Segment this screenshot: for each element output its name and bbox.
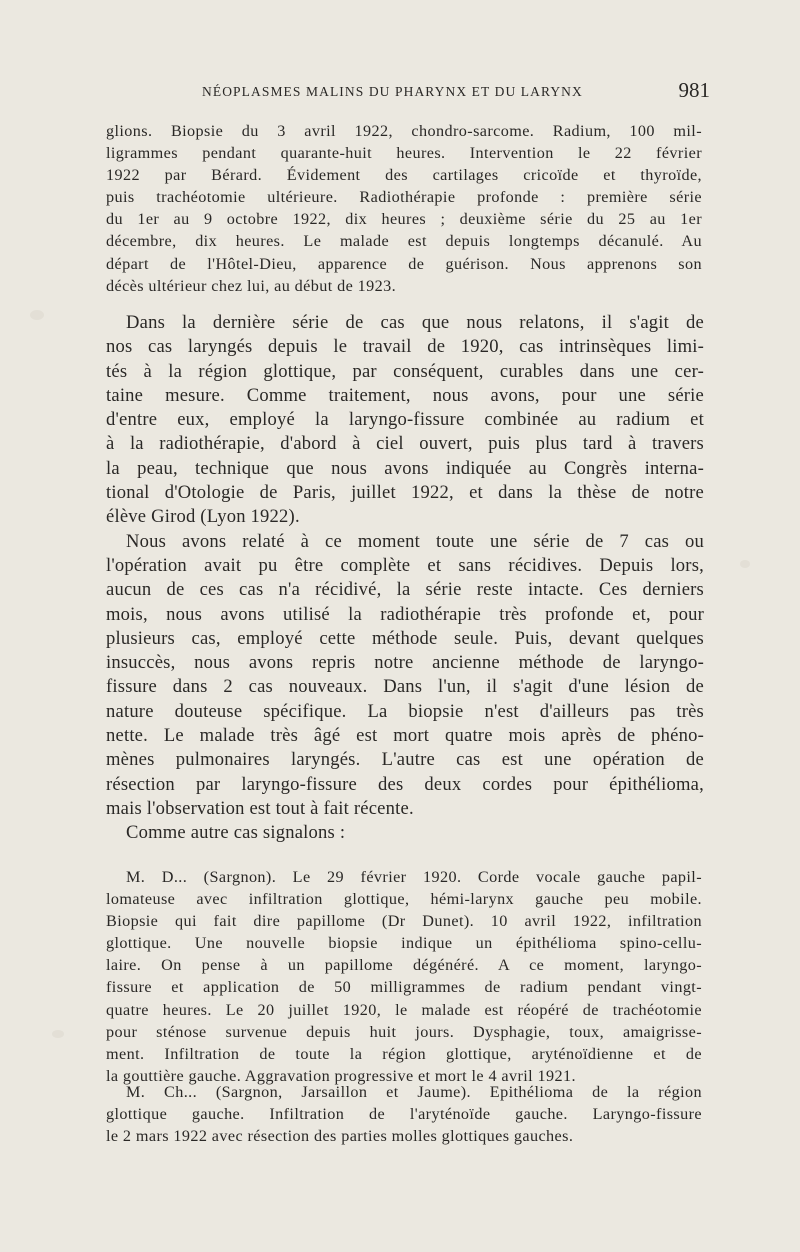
text-line: glottique. Une nouvelle biopsie indique un épithélioma spino-cellu- — [106, 934, 702, 953]
text-line: Comme autre cas signalons : — [126, 822, 346, 844]
text-line: pour sténose survenue depuis huit jours. Dysphagie, toux, amaigrisse- — [106, 1022, 702, 1041]
text-line: M. Ch... (Sargnon, Jarsaillon et Jaume). Epithélioma de la région — [126, 1083, 702, 1101]
paper-spot — [30, 310, 44, 320]
text-line: tés à la région glottique, par conséquent, curables dans une cer- — [106, 360, 704, 382]
text-line: d'entre eux, employé la laryngo-fissure combinée au radium et — [106, 409, 704, 431]
text-line: élève Girod (Lyon 1922). — [106, 506, 300, 528]
text-line: nature douteuse spécifique. La biopsie n'est d'ailleurs pas très — [106, 700, 704, 722]
text-line: mais l'observation est tout à fait récente. — [106, 797, 414, 819]
main-text — [106, 311, 704, 846]
text-line: résection par laryngo-fissure des deux cordes pour épithélioma, — [106, 773, 704, 795]
text-line: aucun de ces cas n'a récidivé, la série reste intacte. Ces derniers — [106, 579, 704, 601]
text-line: fissure dans 2 cas nouveaux. Dans l'un, il s'agit d'une lésion de — [106, 676, 704, 698]
text-line: décembre, dix heures. Le malade est depuis longtemps décanulé. Au — [106, 232, 702, 251]
case-report-ch — [106, 1081, 702, 1147]
text-line: à la radiothérapie, d'abord à ciel ouvert, puis plus tard à travers — [106, 433, 704, 455]
text-line: mènes pulmonaires laryngés. L'autre cas est une opération de — [106, 749, 704, 771]
case-report-continuation — [106, 120, 702, 297]
text-line: lomateuse avec infiltration glottique, hémi-larynx gauche peu mobile. — [106, 890, 702, 909]
text-line: insuccès, nous avons repris notre ancienne méthode de laryngo- — [106, 652, 704, 674]
text-line: départ de l'Hôtel-Dieu, apparence de guérison. Nous apprenons son — [106, 254, 702, 273]
text-line: glottique gauche. Infiltration de l'aryténoïde gauche. Laryngo-fissure — [106, 1105, 702, 1124]
text-line: fissure et application de 50 milligrammes de radium pendant vingt- — [106, 978, 702, 997]
text-line: Biopsie qui fait dire papillome (Dr Dunet). 10 avril 1922, infiltration — [106, 912, 702, 931]
text-line: M. D... (Sargnon). Le 29 février 1920. Corde vocale gauche papil- — [126, 868, 702, 886]
page-header — [110, 76, 712, 104]
text-line: glions. Biopsie du 3 avril 1922, chondro-sarcome. Radium, 100 mil- — [106, 122, 702, 140]
text-line: ment. Infiltration de toute la région glottique, aryténoïdienne et de — [106, 1044, 702, 1063]
text-line: 1922 par Bérard. Évidement des cartilages cricoïde et thyroïde, — [106, 166, 702, 185]
text-line: la gouttière gauche. Aggravation progressive et mort le 4 avril 1921. — [106, 1066, 576, 1085]
text-line: puis trachéotomie ultérieure. Radiothérapie profonde : première série — [106, 188, 702, 207]
page-number: 981 — [678, 78, 710, 102]
text-line: laire. On pense à un papillome dégénéré. A ce moment, laryngo- — [106, 956, 702, 975]
text-line: le 2 mars 1922 avec résection des parties molles glottiques gauches. — [106, 1127, 574, 1146]
running-head: NÉOPLASMES MALINS DU PHARYNX ET DU LARYNX — [202, 84, 583, 99]
text-line: mois, nous avons utilisé la radiothérapie très profonde et, pour — [106, 603, 704, 625]
text-line: la peau, technique que nous avons indiquée au Congrès interna- — [106, 457, 704, 479]
text-line: nos cas laryngés depuis le travail de 1920, cas intrinsèques limi- — [106, 336, 704, 358]
text-line: décès ultérieur chez lui, au début de 1923. — [106, 276, 397, 295]
text-line: l'opération avait pu être complète et sans récidives. Depuis lors, — [106, 554, 704, 576]
text-line: nette. Le malade très âgé est mort quatre mois après de phéno- — [106, 725, 704, 747]
text-line: du 1er au 9 octobre 1922, dix heures ; deuxième série du 25 au 1er — [106, 210, 702, 229]
text-line: Dans la dernière série de cas que nous relatons, il s'agit de — [126, 312, 704, 333]
paper-spot — [740, 560, 750, 568]
text-line: taine mesure. Comme traitement, nous avons, pour une série — [106, 384, 704, 406]
paper-spot — [52, 1030, 64, 1038]
text-line: tional d'Otologie de Paris, juillet 1922, et dans la thèse de notre — [106, 482, 704, 504]
text-line: plusieurs cas, employé cette méthode seule. Puis, devant quelques — [106, 627, 704, 649]
text-line: quatre heures. Le 20 juillet 1920, le malade est réopéré de trachéotomie — [106, 1000, 702, 1019]
case-report-d — [106, 866, 702, 1087]
text-line: Nous avons relaté à ce moment toute une série de 7 cas ou — [126, 530, 704, 552]
text-line: ligrammes pendant quarante-huit heures. Intervention le 22 février — [106, 144, 702, 163]
